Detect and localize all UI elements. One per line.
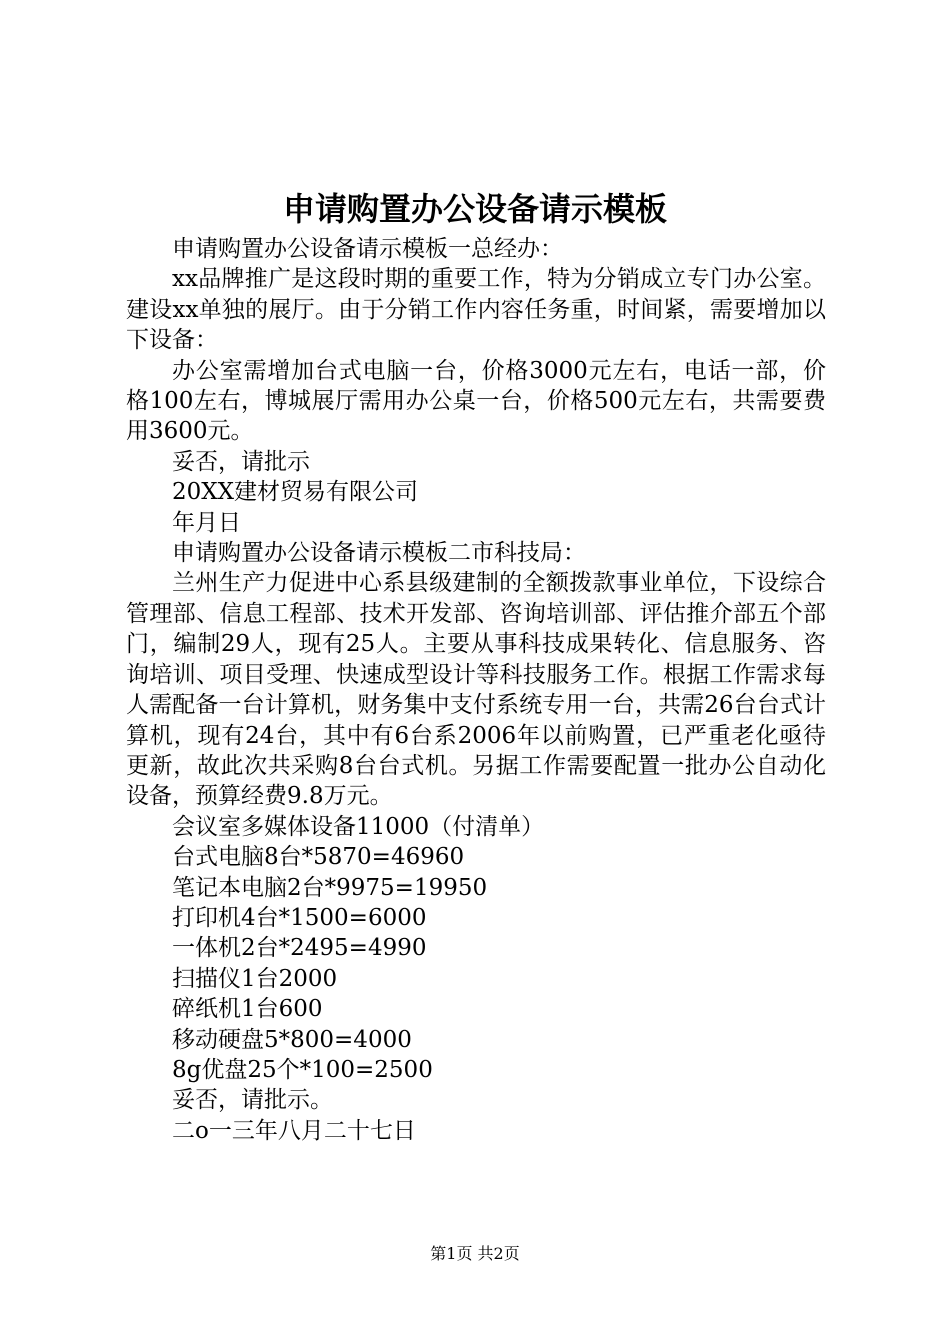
list-item: 扫描仪1台2000 [172,965,338,992]
list-item: 打印机4台*1500=6000 [172,904,427,931]
list-item: 一体机2台*2495=4990 [172,935,427,962]
signature-date: 年月日 [172,509,241,536]
salutation-2: 申请购置办公设备请示模板二市科技局： [172,540,586,567]
page-indicator: 第1页 共2页 [430,1244,520,1263]
closing-line: 妥否，请批示。 [172,1087,333,1114]
signature-company: 20XX建材贸易有限公司 [172,479,419,506]
list-item: 笔记本电脑2台*9975=19950 [172,874,488,901]
closing-line: 妥否，请批示 [172,448,310,475]
body-paragraph: 办公室需增加台式电脑一台，价格3000元左右，电话一部，价格100左右，博城展厅需用办公桌一台，价格500元左右，共需要费用3600元。 [126,357,826,445]
signature-date: 二o一三年八月二十七日 [172,1117,416,1144]
list-item: 移动硬盘5*800=4000 [172,1026,412,1053]
list-item: 8g优盘25个*100=2500 [172,1056,433,1083]
list-item: 会议室多媒体设备11000（付清单） [172,813,545,840]
salutation-1: 申请购置办公设备请示模板一总经办： [172,236,563,262]
list-item: 碎纸机1台600 [172,996,323,1023]
document-title: 申请购置办公设备请示模板 [282,190,667,228]
document-body [126,234,826,1146]
body-paragraph: xx品牌推广是这段时期的重要工作，特为分销成立专门办公室。建设xx单独的展厅。由于分销工作内容任务重，时间紧，需要增加以下设备： [126,266,826,354]
body-paragraph: 兰州生产力促进中心系县级建制的全额拨款事业单位，下设综合管理部、信息工程部、技术开发部、咨询培训部、评估推介部五个部门，编制29人，现有25人。主要从事科技成果转化、信息服务、咨询培训、项目受理、快速成型设计等科技服务工作。根据工作需求每人需配备一台计算机，财务集中支付系统专用一台，共需26台台式计算机，现有24台，其中有6台系2006年以前购置，已严重老化亟待更新，故此次共采购8台台式机。另据工作需要配置一批办公自动化设备，预算经费9.8万元。 [126,570,826,810]
list-item: 台式电脑8台*5870=46960 [172,844,465,871]
